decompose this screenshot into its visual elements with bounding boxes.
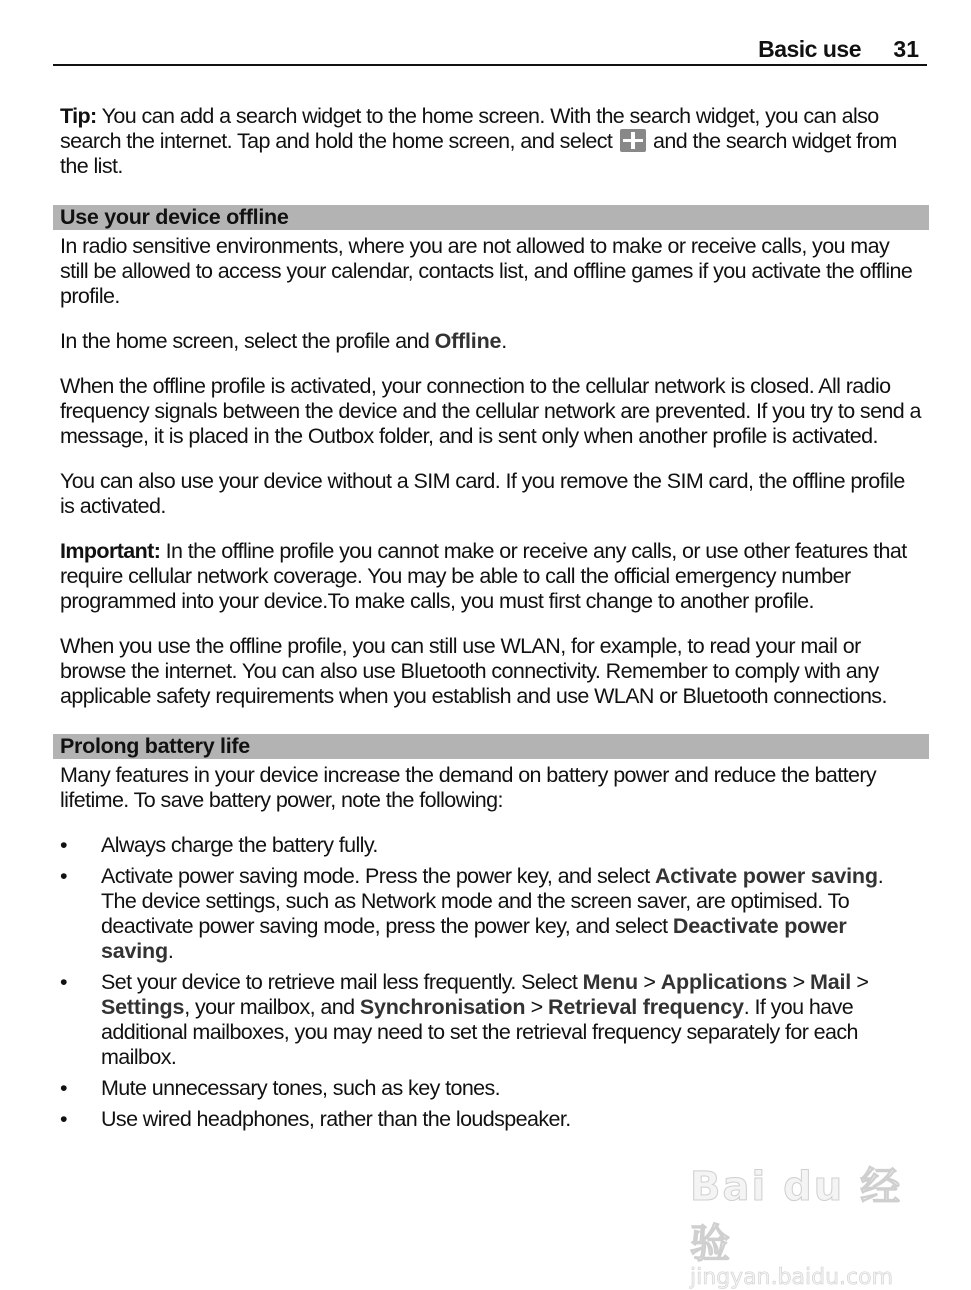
item-text: Always charge the battery fully. xyxy=(101,833,378,857)
tip-text: You can add a search widget to the home screen. With the search widget, you can also search the internet. Tap and hold the home screen, and select xyxy=(60,104,879,153)
item-text: , your mailbox, and xyxy=(184,995,360,1019)
ui-term-retrieval-frequency: Retrieval frequency xyxy=(548,995,744,1019)
offline-activated-paragraph: When the offline profile is activated, your connection to the cellular network is closed. All radio frequency signals between the device and the cellular network are prevented. If you try to send a message, it is placed in the Outbox folder, and is sent only when another profile is activated. xyxy=(60,374,921,448)
item-text: Set your device to retrieve mail less frequently. Select xyxy=(101,970,583,994)
important-label: Important: xyxy=(60,539,161,563)
baidu-logo-icon: Bai du 经验 xyxy=(690,1164,903,1267)
path-separator: > xyxy=(637,970,661,994)
bullet-icon: • xyxy=(60,864,67,888)
list-item xyxy=(60,970,922,1070)
list-item xyxy=(60,1107,922,1132)
path-separator: > xyxy=(851,970,869,994)
plus-icon xyxy=(620,129,646,152)
section-heading-offline: Use your device offline xyxy=(53,205,929,230)
no-sim-paragraph: You can also use your device without a SIM card. If you remove the SIM card, the offline profile is activated. xyxy=(60,469,905,518)
page-content xyxy=(60,104,922,1138)
bullet-icon: • xyxy=(60,833,67,857)
item-text: Activate power saving mode. Press the power key, and select xyxy=(101,864,655,888)
ui-term-synchronisation: Synchronisation xyxy=(359,995,526,1019)
offline-instruction xyxy=(60,329,922,354)
item-text: . The device settings, such as Network mode and the screen saver, are optimised. To deactivate power saving mode, press the power key, and select xyxy=(101,864,884,938)
bullet-icon: • xyxy=(60,1107,67,1131)
bullet-icon: • xyxy=(60,1076,67,1100)
item-text: Use wired headphones, rather than the loudspeaker. xyxy=(101,1107,571,1131)
offline-intro: In radio sensitive environments, where you are not allowed to make or receive calls, you may still be allowed to access your calendar, contacts list, and offline games if you activate the offline profile. xyxy=(60,234,913,308)
important-text: In the offline profile you cannot make or receive any calls, or use other features that require cellular network coverage. You may be able to call the official emergency number programmed into your device.To make calls, you must first change to another profile. xyxy=(60,539,907,613)
ui-term-mail: Mail xyxy=(810,970,852,994)
ui-term-activate-power-saving: Activate power saving xyxy=(654,864,878,888)
tip-label: Tip: xyxy=(60,104,97,128)
important-note xyxy=(60,539,922,614)
wlan-paragraph: When you use the offline profile, you can still use WLAN, for example, to read your mail or browse the internet. You can also use Bluetooth connectivity. Remember to comply with any applicable safety requirements when you establish and use WLAN or Bluetooth connections. xyxy=(60,634,887,708)
ui-term-offline: Offline xyxy=(434,329,502,353)
list-item xyxy=(60,1076,922,1101)
page-number: 31 xyxy=(893,36,919,62)
bullet-icon: • xyxy=(60,970,67,994)
list-item xyxy=(60,833,922,858)
path-separator: > xyxy=(525,995,548,1019)
ui-term-menu: Menu xyxy=(582,970,638,994)
item-text: . If you have additional mailboxes, you may need to set the retrieval frequency separately for each mailbox. xyxy=(101,995,858,1069)
watermark-url: jingyan.baidu.com xyxy=(690,1265,894,1290)
section-title: Basic use xyxy=(758,36,861,62)
baidu-watermark xyxy=(690,1155,920,1290)
item-text: Mute unnecessary tones, such as key tones. xyxy=(101,1076,501,1100)
battery-tips-list xyxy=(60,833,922,1132)
ui-term-applications: Applications xyxy=(660,970,788,994)
tip-text-end: and the search widget from the list. xyxy=(60,129,897,178)
instruction-end: . xyxy=(501,329,507,353)
section-heading-battery: Prolong battery life xyxy=(53,734,929,759)
list-item xyxy=(60,864,922,964)
running-header xyxy=(53,34,927,66)
tip-paragraph xyxy=(60,104,922,179)
ui-term-deactivate-power-saving: Deactivate power saving xyxy=(101,914,847,963)
ui-term-settings: Settings xyxy=(101,995,185,1019)
battery-intro: Many features in your device increase the demand on battery power and reduce the battery lifetime. To save battery power, note the following: xyxy=(60,763,877,812)
instruction-text: In the home screen, select the profile and xyxy=(60,329,435,353)
item-text: . xyxy=(167,939,174,963)
path-separator: > xyxy=(787,970,811,994)
